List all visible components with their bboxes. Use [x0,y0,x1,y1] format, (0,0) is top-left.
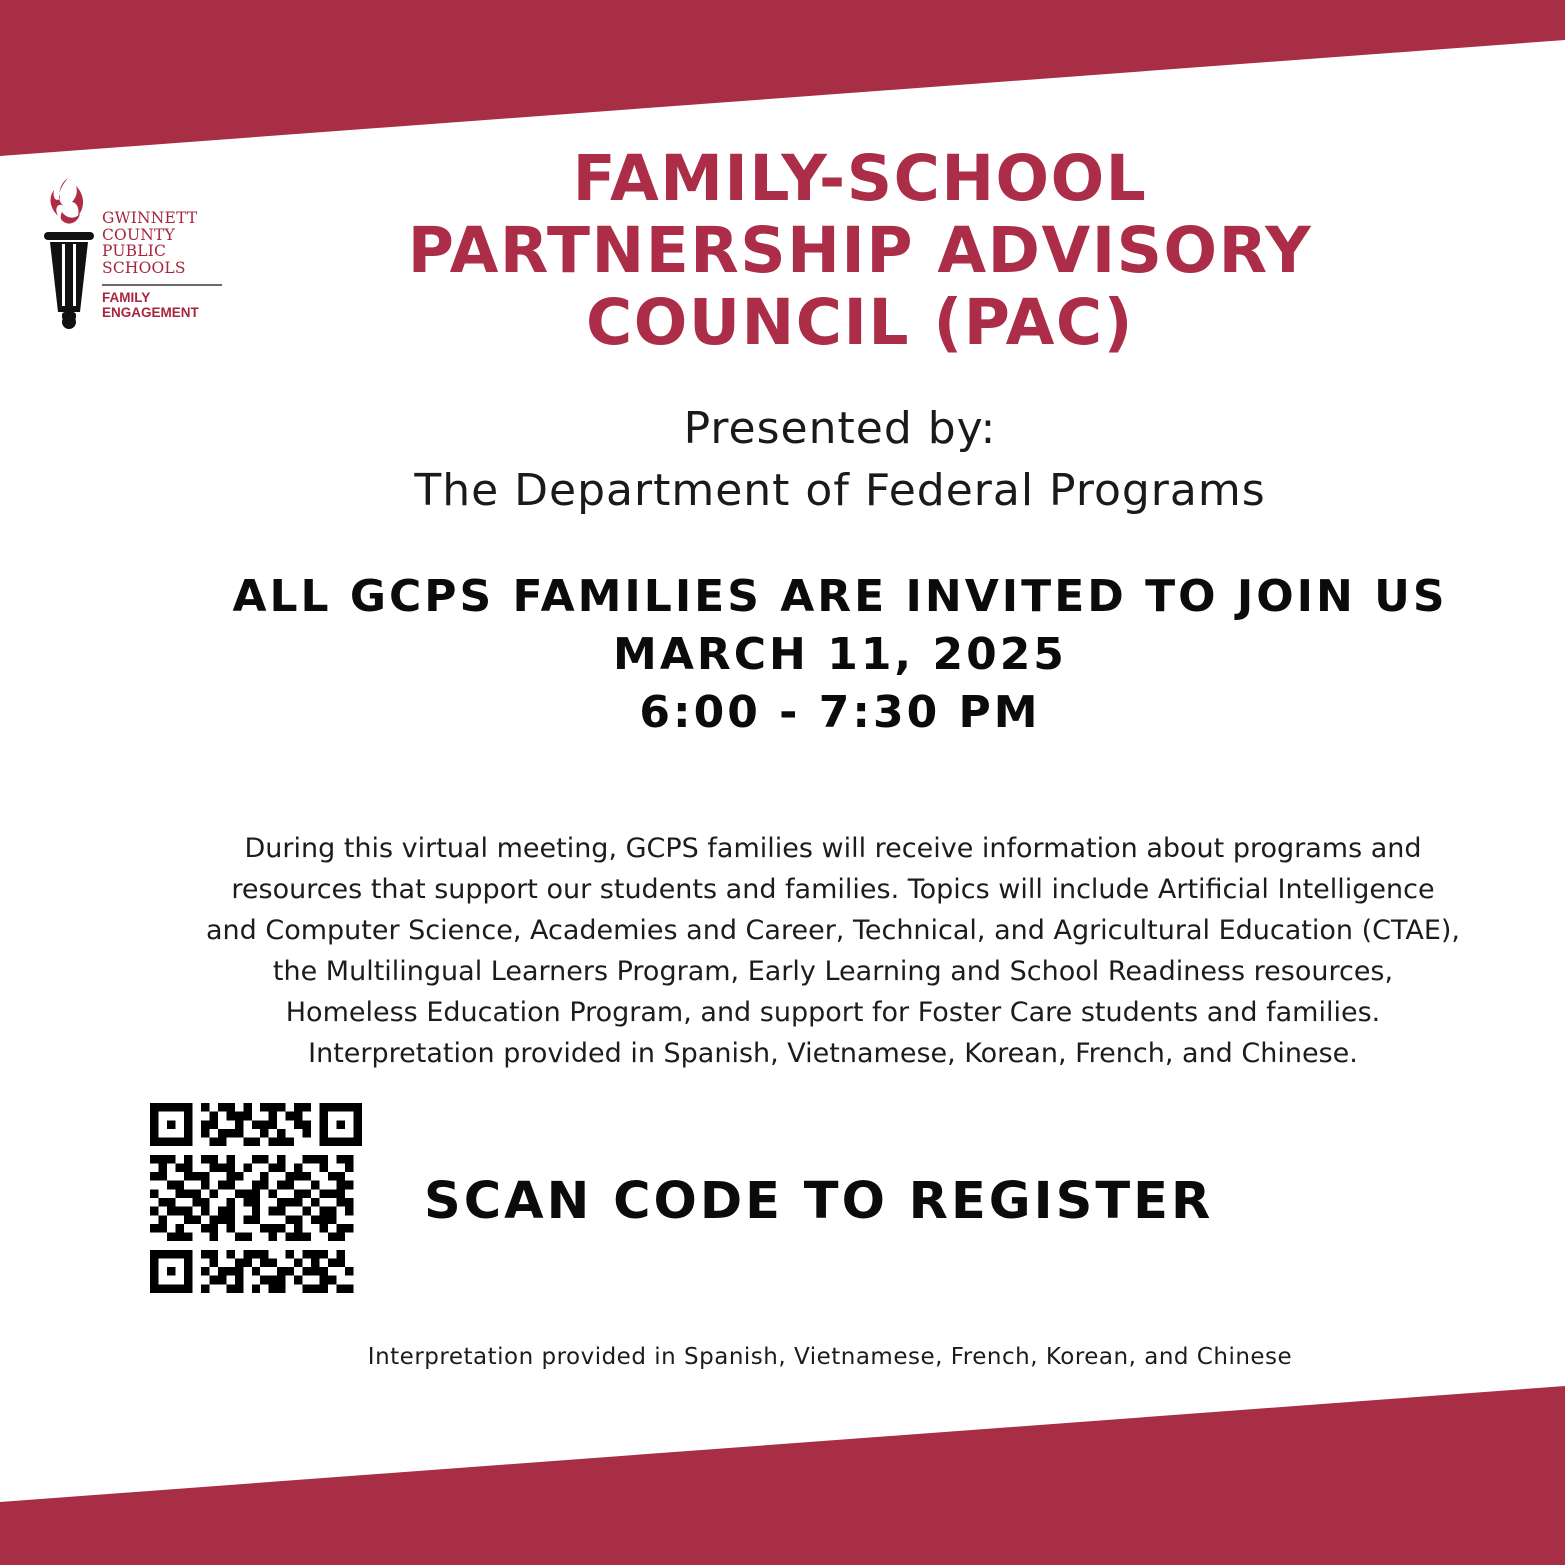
logo-wordmark [102,210,197,276]
description-line: Homeless Education Program, and support for Foster Care students and families. [285,997,1381,1028]
description-line: During this virtual meeting, GCPS families will receive information about programs and [244,833,1422,864]
logo-line: SCHOOLS [102,258,186,277]
logo-line: PUBLIC [102,242,167,260]
presenter-name: The Department of Federal Programs [414,465,1266,516]
presented-label: Presented by: [683,403,997,454]
logo-sub-line: FAMILY [102,290,151,305]
torch-icon [40,172,100,332]
description-line: Interpretation provided in Spanish, Vietnamese, Korean, French, and Chinese. [308,1038,1358,1069]
logo-sub-line: ENGAGEMENT [102,305,199,320]
logo-line: GWINNETT [102,209,198,227]
event-info [130,568,1550,742]
invite-heading: ALL GCPS FAMILIES ARE INVITED TO JOIN US [232,571,1448,622]
description-line: resources that support our students and families. Topics will include Artificial Intelligence [231,874,1435,905]
scan-to-register: SCAN CODE TO REGISTER [424,1172,1214,1231]
qr-code-icon[interactable] [150,1103,362,1293]
title-line-1: FAMILY-SCHOOL [572,142,1148,215]
bottom-band [0,1386,1565,1565]
description-line: the Multilingual Learners Program, Early Learning and School Readiness resources, [272,956,1394,987]
event-description [100,828,1565,1074]
description-line: and Computer Science, Academies and Career, Technical, and Agricultural Education (CTAE), [205,915,1461,946]
top-band [0,0,1565,156]
title-line-3: COUNCIL (PAC) [586,286,1134,359]
logo-line: COUNTY [102,225,175,244]
page-title [290,143,1430,359]
logo-subtitle [102,290,199,320]
event-time: 6:00 - 7:30 PM [639,687,1041,738]
title-line-2: PARTNERSHIP ADVISORY [407,214,1313,287]
presented-by [300,398,1380,522]
event-date: MARCH 11, 2025 [613,629,1067,680]
interpretation-note: Interpretation provided in Spanish, Vietnamese, French, Korean, and Chinese [367,1344,1293,1370]
logo-divider [102,284,222,286]
